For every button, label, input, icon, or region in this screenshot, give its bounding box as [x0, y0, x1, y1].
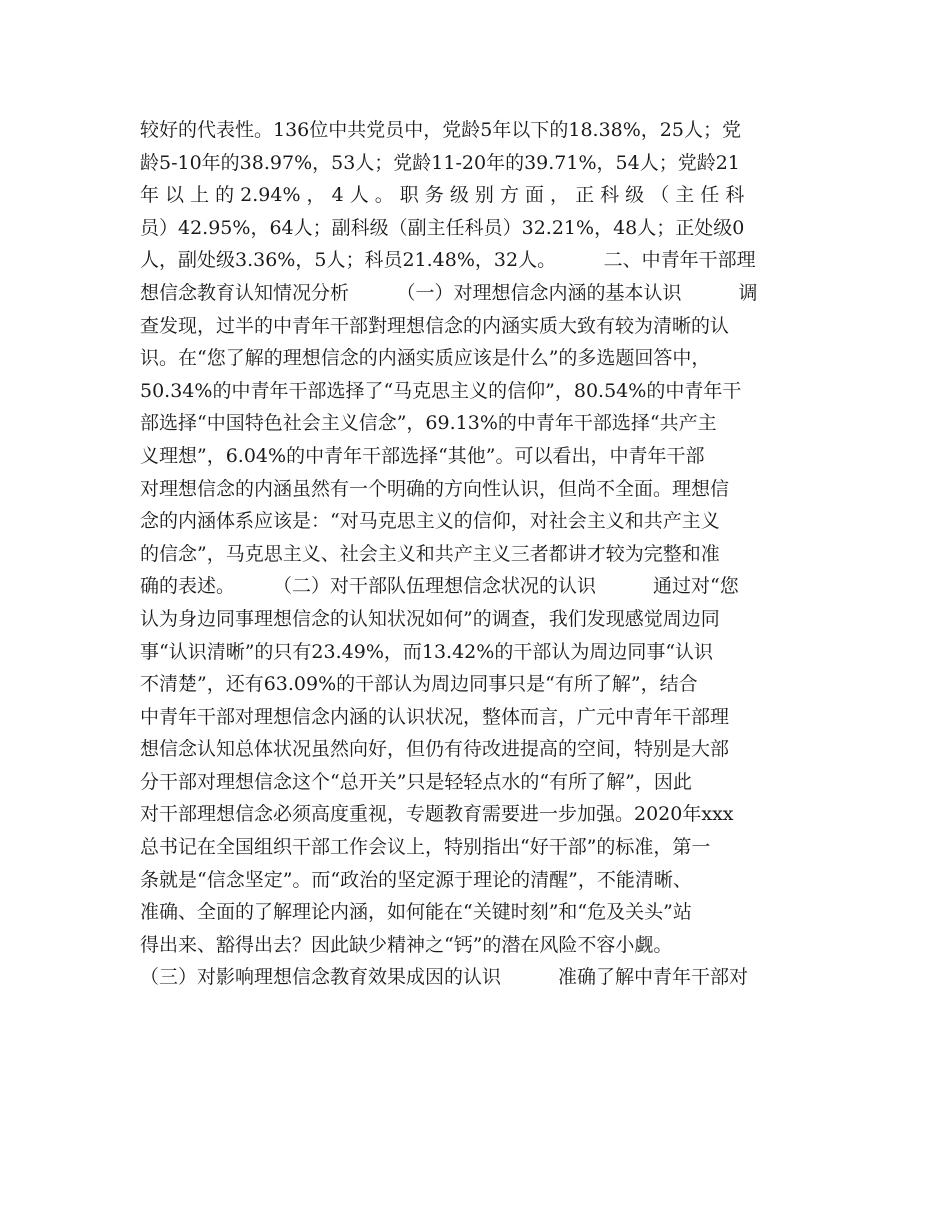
text-line: 总书记在全国组织干部工作会议上，特别指出“好干部”的标准，第一: [140, 836, 711, 859]
text-line: 员）42.95%，64人；副科级（副主任科员）32.21%，48人；正处级0: [140, 216, 745, 239]
text-line: 较好的代表性。136位中共党员中，党龄5年以下的18.38%，25人；党: [140, 119, 741, 141]
text-line: 部选择“中国特色社会主义信念”，69.13%的中青年干部选择“共产主: [140, 412, 717, 435]
text-line: 人，副处级3.36%，5人；科员21.48%，32人。 二、中青年干部理: [140, 249, 756, 272]
text-line: 确的表述。 （二）对干部队伍理想信念状况的认识 通过对“您: [140, 575, 739, 598]
text-line: 义理想”，6.04%的中青年干部选择“其他”。可以看出，中青年干部: [140, 444, 705, 467]
text-line: 查发现，过半的中青年干部對理想信念的内涵实质大致有较为清晰的认: [140, 314, 730, 337]
text-line: 得出来、豁得出去？因此缺少精神之“钙”的潜在风险不容小觑。: [140, 933, 673, 956]
text-line: 年 以 上 的 2.94% ， 4 人 。 职 务 级 别 方 面 ， 正 科 级 （ 主 任 科: [140, 184, 745, 207]
text-line: 龄5-10年的38.97%，53人；党龄11-20年的39.71%，54人；党龄21: [140, 151, 740, 174]
text-line: 不清楚”，还有63.09%的干部认为周边同事只是“有所了解”，结合: [140, 673, 698, 696]
text-line: 事“认识清晰”的只有23.49%，而13.42%的干部认为周边同事“认识: [140, 640, 714, 663]
text-line: 的信念”，马克思主义、社会主义和共产主义三者都讲才较为完整和准: [140, 542, 720, 565]
text-line: 识。在“您了解的理想信念的内涵实质应该是什么”的多选题回答中，: [140, 347, 711, 370]
text-line: 念的内涵体系应该是：“对马克思主义的信仰，对社会主义和共产主义: [140, 510, 720, 533]
text-line: 对干部理想信念必须高度重视，专题教育需要进一步加强。2020年xxx: [140, 803, 734, 826]
text-line: 想信念教育认知情况分析 （一）对理想信念内涵的基本认识 调: [140, 281, 758, 304]
text-line: 50.34%的中青年干部选择了“马克思主义的信仰”，80.54%的中青年干: [140, 379, 742, 402]
text-line: 认为身边同事理想信念的认知状况如何”的调查，我们发现感觉周边同: [140, 607, 720, 630]
text-line: （三）对影响理想信念教育效果成因的认识 准确了解中青年干部对: [140, 966, 749, 989]
text-line: 对理想信念的内涵虽然有一个明确的方向性认识，但尚不全面。理想信: [140, 477, 730, 500]
text-line: 中青年干部对理想信念内涵的认识状况，整体而言，广元中青年干部理: [140, 705, 730, 728]
text-line: 准确、全面的了解理论内涵，如何能在“关键时刻”和“危及关头”站: [140, 901, 692, 924]
text-line: 条就是“信念坚定”。而“政治的坚定源于理论的清醒”，不能清晰、: [140, 868, 692, 891]
text-line: 想信念认知总体状况虽然向好，但仍有待改进提高的空间，特别是大部: [140, 738, 730, 761]
body-text: [140, 114, 812, 994]
text-line: 分干部对理想信念这个“总开关”只是轻轻点水的“有所了解”，因此: [140, 770, 692, 793]
